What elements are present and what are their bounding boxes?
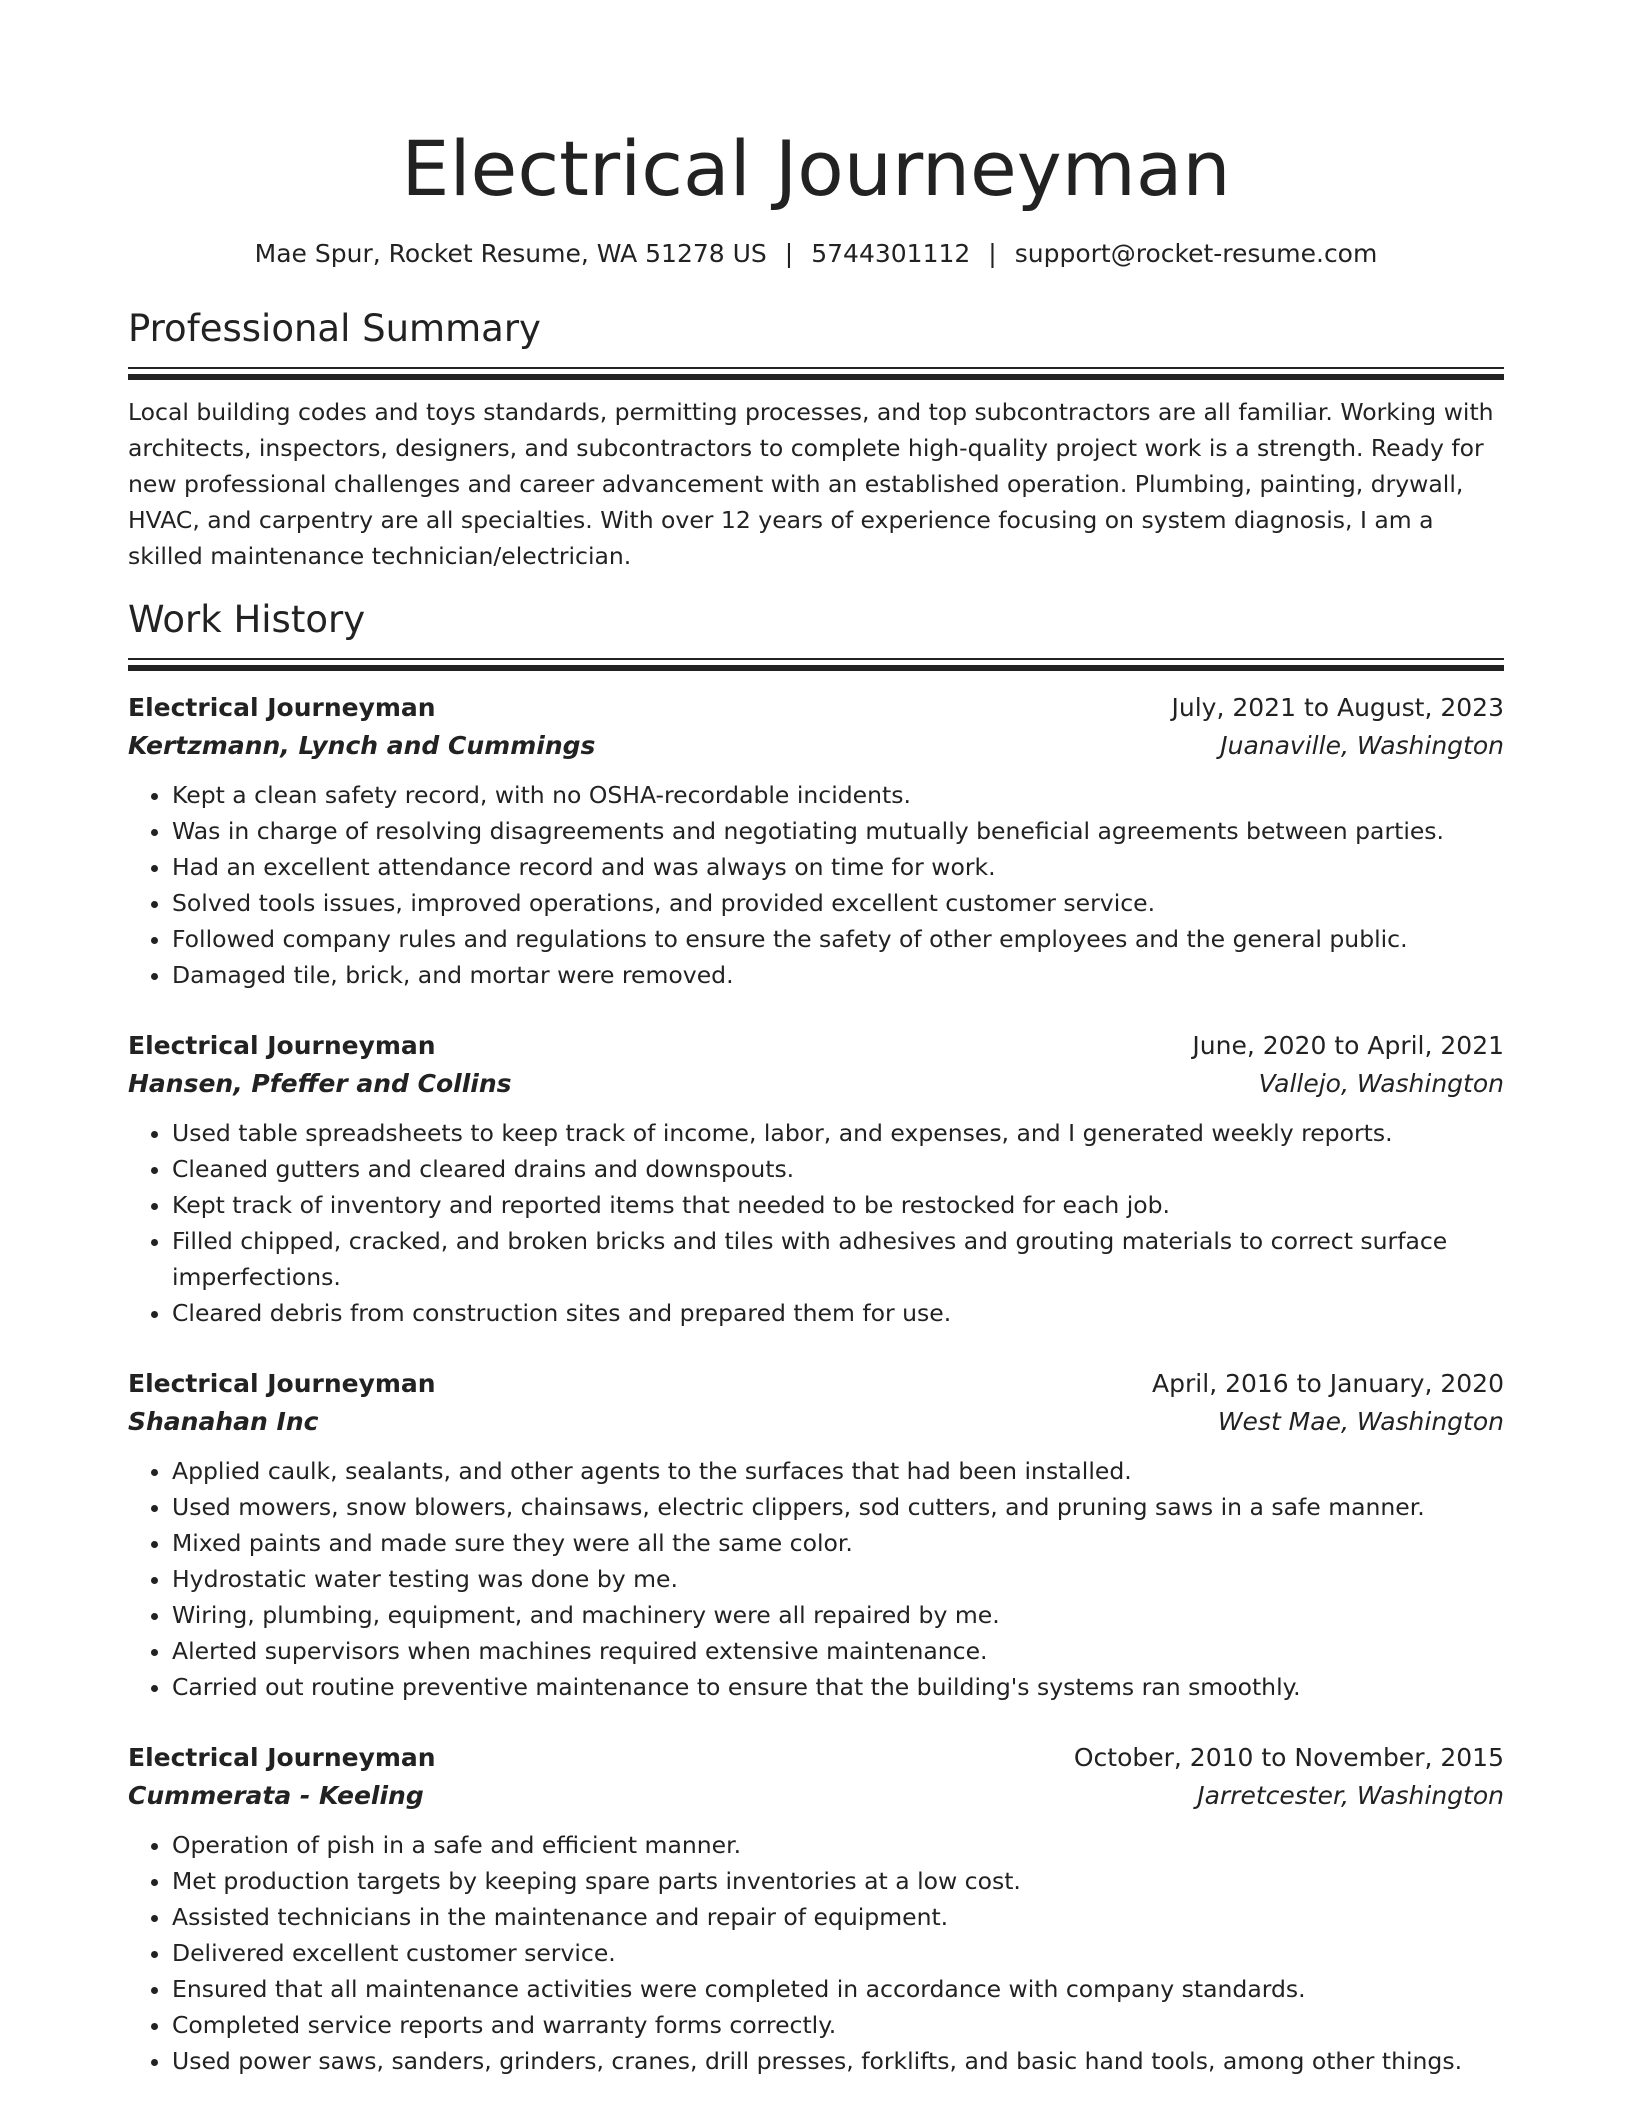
job-company-row <box>128 1403 1504 1441</box>
contact-line <box>128 237 1504 271</box>
job-location: Vallejo, Washington <box>1258 1069 1504 1098</box>
job-bullet: • Assisted technicians in the maintenance and repair of equipment. <box>172 1899 1504 1935</box>
job-bullet: • Carried out routine preventive maintenance to ensure that the building's systems ran smoothly. <box>172 1669 1504 1705</box>
job-bullet: • Operation of pish in a safe and efficient manner. <box>172 1827 1504 1863</box>
professional-summary-section <box>128 305 1504 574</box>
job-entry <box>128 1365 1504 1705</box>
job-bullet: • Cleared debris from construction sites and prepared them for use. <box>172 1295 1504 1331</box>
summary-text: Local building codes and toys standards, permitting processes, and top subcontractors are all familiar. Working with architects, inspectors, designers, and subcontractors to complete high-quality project work is a strength. Ready for new professional challenges and career advancement with an established operation. Plumbing, painting, drywall, HVAC, and carpentry are all specialties. With over 12 years of experience focusing on system diagnosis, I am a skilled maintenance technician/electrician. <box>128 398 1494 570</box>
job-header-row <box>128 689 1504 727</box>
job-header-row <box>128 1739 1504 1777</box>
job-bullet: • Met production targets by keeping spare parts inventories at a low cost. <box>172 1863 1504 1899</box>
job-dates: October, 2010 to November, 2015 <box>1073 1743 1504 1772</box>
job-bullet-list <box>128 1827 1504 2079</box>
job-title: Electrical Journeyman <box>128 1031 436 1060</box>
job-bullet: • Cleaned gutters and cleared drains and downspouts. <box>172 1151 1504 1187</box>
job-entry <box>128 1027 1504 1331</box>
job-bullet: • Had an excellent attendance record and was always on time for work. <box>172 849 1504 885</box>
job-bullet: • Mixed paints and made sure they were all the same color. <box>172 1525 1504 1561</box>
job-bullet: • Alerted supervisors when machines required extensive maintenance. <box>172 1633 1504 1669</box>
job-bullet: • Solved tools issues, improved operations, and provided excellent customer service. <box>172 885 1504 921</box>
contact-separator: | <box>988 239 997 268</box>
job-bullet: • Was in charge of resolving disagreements and negotiating mutually beneficial agreements between parties. <box>172 813 1504 849</box>
job-header-row <box>128 1365 1504 1403</box>
job-dates: July, 2021 to August, 2023 <box>1171 693 1504 722</box>
job-bullet: • Completed service reports and warranty forms correctly. <box>172 2007 1504 2043</box>
contact-email: support@rocket-resume.com <box>1014 239 1378 268</box>
job-entry <box>128 1739 1504 2079</box>
job-company-row <box>128 1777 1504 1815</box>
job-bullet: • Ensured that all maintenance activities were completed in accordance with company standards. <box>172 1971 1504 2007</box>
contact-separator: | <box>784 239 794 268</box>
job-title: Electrical Journeyman <box>128 693 436 722</box>
section-divider <box>128 658 1504 673</box>
job-location: Juanaville, Washington <box>1220 731 1504 760</box>
job-company: Hansen, Pfeffer and Collins <box>128 1069 512 1098</box>
work-history-section <box>128 596 1504 2079</box>
job-bullet: • Followed company rules and regulations to ensure the safety of other employees and the general public. <box>172 921 1504 957</box>
job-bullet: • Damaged tile, brick, and mortar were removed. <box>172 957 1504 993</box>
job-title: Electrical Journeyman <box>128 1743 436 1772</box>
section-divider <box>128 367 1504 382</box>
job-bullet-list <box>128 1115 1504 1331</box>
job-bullet: • Filled chipped, cracked, and broken bricks and tiles with adhesives and grouting materials to correct surface imperfections. <box>172 1223 1504 1295</box>
job-bullet: • Used power saws, sanders, grinders, cranes, drill presses, forklifts, and basic hand tools, among other things. <box>172 2043 1504 2079</box>
job-company: Kertzmann, Lynch and Cummings <box>128 731 596 760</box>
job-dates: April, 2016 to January, 2020 <box>1152 1369 1504 1398</box>
job-location: Jarretcester, Washington <box>1197 1781 1504 1810</box>
resume-title: Electrical Journeyman <box>401 124 1231 213</box>
contact-phone: 5744301112 <box>811 239 971 268</box>
job-company: Cummerata - Keeling <box>128 1781 424 1810</box>
job-company-row <box>128 1065 1504 1103</box>
job-company-row <box>128 727 1504 765</box>
job-bullet: • Used table spreadsheets to keep track of income, labor, and expenses, and I generated weekly reports. <box>172 1115 1504 1151</box>
contact-address: Mae Spur, Rocket Resume, WA 51278 US <box>254 239 767 268</box>
resume-page <box>128 0 1504 2079</box>
job-bullet: • Delivered excellent customer service. <box>172 1935 1504 1971</box>
job-bullet: • Wiring, plumbing, equipment, and machinery were all repaired by me. <box>172 1597 1504 1633</box>
job-bullet-list <box>128 1453 1504 1705</box>
job-bullet: • Used mowers, snow blowers, chainsaws, electric clippers, sod cutters, and pruning saws in a safe manner. <box>172 1489 1504 1525</box>
job-title: Electrical Journeyman <box>128 1369 436 1398</box>
section-heading-summary: Professional Summary <box>128 307 541 350</box>
section-heading-work-history: Work History <box>128 598 366 641</box>
job-dates: June, 2020 to April, 2021 <box>1192 1031 1504 1060</box>
job-entry <box>128 689 1504 993</box>
job-bullet: • Kept track of inventory and reported items that needed to be restocked for each job. <box>172 1187 1504 1223</box>
job-bullet-list <box>128 777 1504 993</box>
job-company: Shanahan Inc <box>128 1407 319 1436</box>
job-header-row <box>128 1027 1504 1065</box>
job-bullet: • Applied caulk, sealants, and other agents to the surfaces that had been installed. <box>172 1453 1504 1489</box>
job-bullet: • Hydrostatic water testing was done by me. <box>172 1561 1504 1597</box>
job-location: West Mae, Washington <box>1217 1407 1504 1436</box>
job-bullet: • Kept a clean safety record, with no OSHA-recordable incidents. <box>172 777 1504 813</box>
